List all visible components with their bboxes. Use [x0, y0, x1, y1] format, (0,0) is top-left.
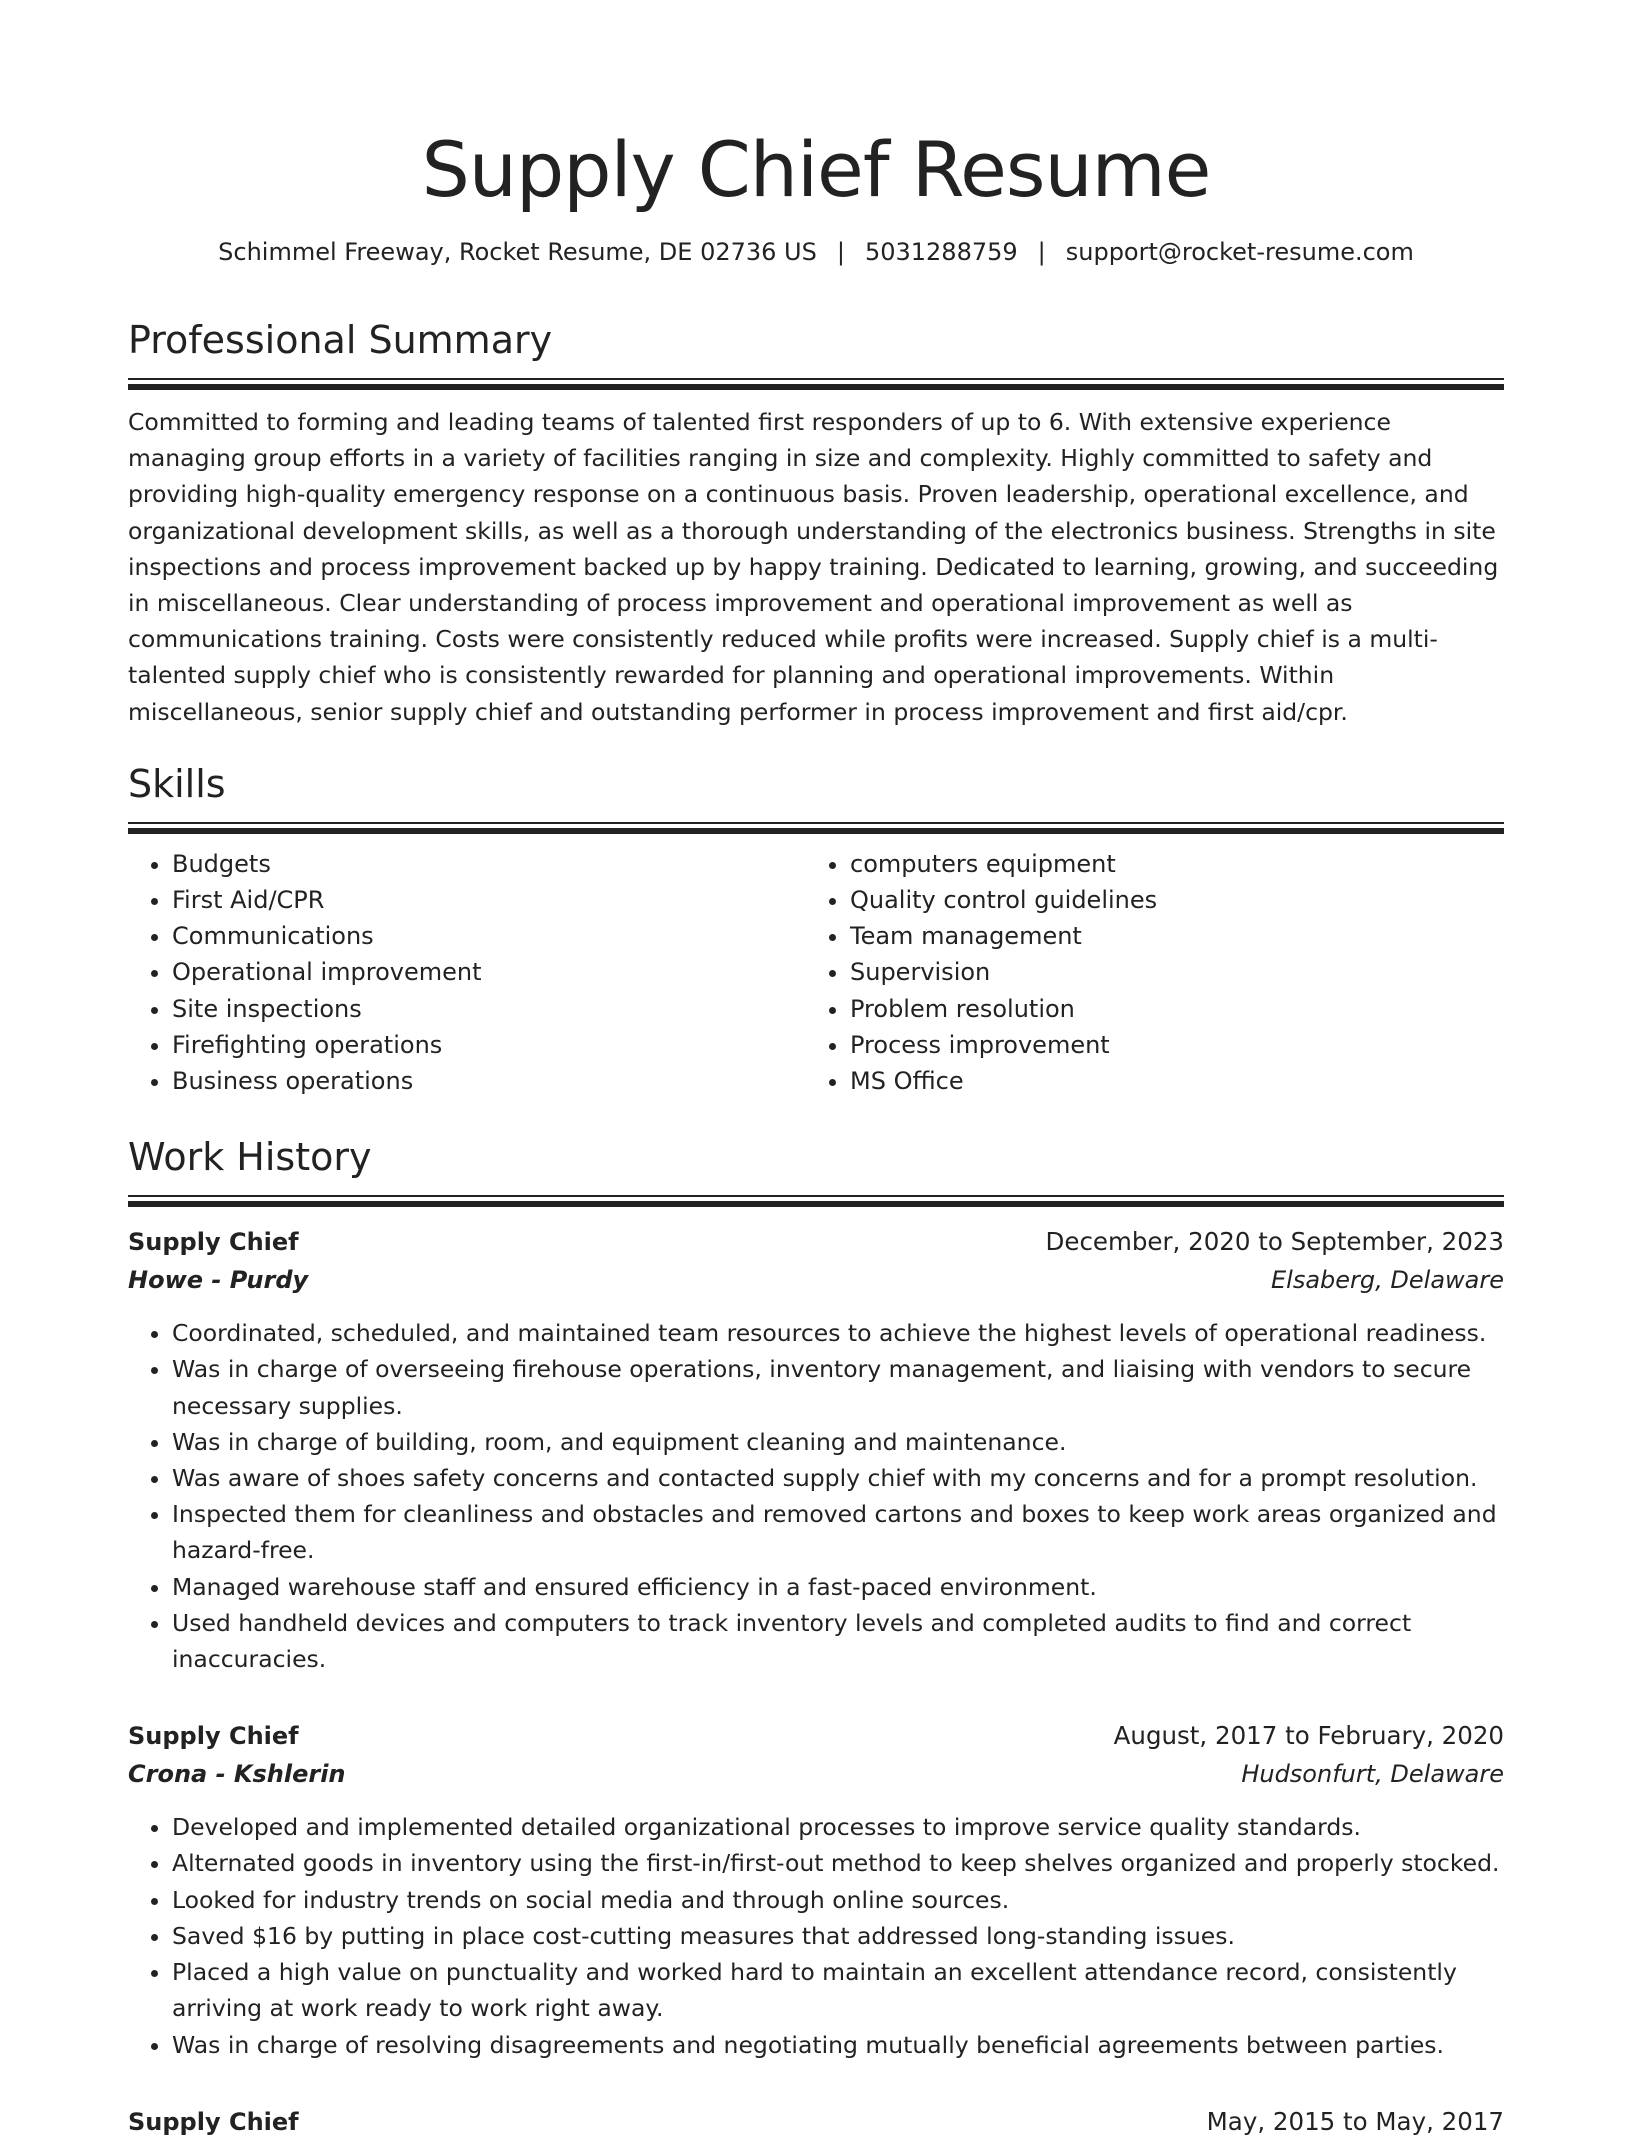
job-bullet: • Inspected them for cleanliness and obstacles and removed cartons and boxes to keep work areas organized and hazard-free.	[172, 1496, 1504, 1568]
contact-phone: 5031288759	[864, 238, 1018, 266]
job-bullet: • Used handheld devices and computers to track inventory levels and completed audits to find and correct inaccuracies.	[172, 1605, 1504, 1677]
summary-paragraph: Committed to forming and leading teams of talented first responders of up to 6. With extensive experience managing group efforts in a variety of facilities ranging in size and complexity. Highly committed to safety and providing high-quality emergency response on a continuous basis. Proven leadership, operational excellence, and organizational development skills, as well as a thorough understanding of the electronics business. Strengths in site inspections and process improvement backed up by happy training. Dedicated to learning, growing, and succeeding in miscellaneous. Clear understanding of process improvement and operational improvement as well as communications training. Costs were consistently reduced while profits were increased. Supply chief is a multi-talented supply chief who is consistently rewarded for planning and operational improvements. Within miscellaneous, senior supply chief and outstanding performer in process improvement and first aid/cpr.	[128, 408, 1499, 726]
job-dates: May, 2015 to May, 2017	[1206, 2106, 1504, 2136]
job-company: Crona - Kshlerin	[128, 1760, 346, 1789]
job-header-row	[128, 1223, 1504, 1261]
job-list	[128, 1223, 1504, 2140]
section-heading-summary: Professional Summary	[128, 318, 553, 362]
job-bullet: • Saved $16 by putting in place cost-cutting measures that addressed long-standing issues.	[172, 1918, 1504, 1954]
job-entry	[128, 1717, 1504, 2062]
section-divider	[128, 378, 1504, 388]
resume-title: Supply Chief Resume	[421, 125, 1211, 214]
skill-item: • Problem resolution	[850, 991, 1484, 1027]
skill-item: • Process improvement	[850, 1027, 1484, 1063]
job-bullet: • Placed a high value on punctuality and worked hard to maintain an excellent attendance record, consistently arriving at work ready to work right away.	[172, 1954, 1504, 2026]
skill-item: • MS Office	[850, 1063, 1484, 1099]
contact-line	[128, 236, 1504, 268]
job-company: Howe - Purdy	[128, 1266, 309, 1295]
job-location: Elsaberg, Delaware	[1271, 1266, 1504, 1295]
job-bullet-list	[128, 1315, 1504, 1677]
job-bullet: • Developed and implemented detailed organizational processes to improve service quality standards.	[172, 1809, 1504, 1845]
job-bullet-list	[128, 1809, 1504, 2062]
job-bullet: • Coordinated, scheduled, and maintained team resources to achieve the highest levels of operational readiness.	[172, 1315, 1504, 1351]
skill-item: • Team management	[850, 918, 1484, 954]
job-header-row	[128, 2103, 1504, 2141]
job-entry	[128, 2103, 1504, 2141]
job-location: Hudsonfurt, Delaware	[1241, 1760, 1504, 1789]
skills-column-right	[806, 846, 1484, 1099]
job-dates: August, 2017 to February, 2020	[1113, 1721, 1504, 1751]
contact-email: support@rocket-resume.com	[1065, 238, 1414, 266]
job-company-row	[128, 1755, 1504, 1793]
job-bullet: • Alternated goods in inventory using the first-in/first-out method to keep shelves organized and properly stocked.	[172, 1845, 1504, 1881]
job-bullet: • Looked for industry trends on social media and through online sources.	[172, 1882, 1504, 1918]
skill-item: • Operational improvement	[172, 954, 806, 990]
job-bullet: • Was in charge of building, room, and equipment cleaning and maintenance.	[172, 1424, 1504, 1460]
job-bullet: • Was in charge of resolving disagreements and negotiating mutually beneficial agreements between parties.	[172, 2027, 1504, 2063]
job-bullet: • Managed warehouse staff and ensured efficiency in a fast-paced environment.	[172, 1569, 1504, 1605]
resume-page	[128, 0, 1504, 2141]
contact-separator: |	[836, 238, 845, 266]
job-bullet: • Was in charge of overseeing firehouse operations, inventory management, and liaising with vendors to secure necessary supplies.	[172, 1351, 1504, 1423]
skills-column-left	[128, 846, 806, 1099]
job-bullet: • Was aware of shoes safety concerns and contacted supply chief with my concerns and for a prompt resolution.	[172, 1460, 1504, 1496]
contact-separator: |	[1037, 238, 1046, 266]
job-title: Supply Chief	[128, 1722, 299, 1751]
contact-address: Schimmel Freeway, Rocket Resume, DE 02736 US	[218, 238, 817, 266]
skill-item: • computers equipment	[850, 846, 1484, 882]
skill-item: • Firefighting operations	[172, 1027, 806, 1063]
section-heading-skills: Skills	[128, 761, 226, 806]
section-divider	[128, 1195, 1504, 1205]
job-title: Supply Chief	[128, 2107, 299, 2136]
skill-item: • Supervision	[850, 954, 1484, 990]
job-dates: December, 2020 to September, 2023	[1045, 1227, 1504, 1257]
section-divider	[128, 822, 1504, 832]
job-company-row	[128, 1261, 1504, 1299]
skill-item: • Quality control guidelines	[850, 882, 1484, 918]
skills-grid	[128, 846, 1504, 1099]
job-title: Supply Chief	[128, 1228, 299, 1257]
job-entry	[128, 1223, 1504, 1677]
work-history-section	[128, 1133, 1504, 2140]
skill-item: • Site inspections	[172, 991, 806, 1027]
professional-summary-section	[128, 316, 1504, 730]
section-heading-work: Work History	[128, 1135, 372, 1180]
skill-item: • First Aid/CPR	[172, 882, 806, 918]
skill-item: • Budgets	[172, 846, 806, 882]
job-header-row	[128, 1717, 1504, 1755]
skills-section	[128, 760, 1504, 1099]
skill-item: • Business operations	[172, 1063, 806, 1099]
skill-item: • Communications	[172, 918, 806, 954]
